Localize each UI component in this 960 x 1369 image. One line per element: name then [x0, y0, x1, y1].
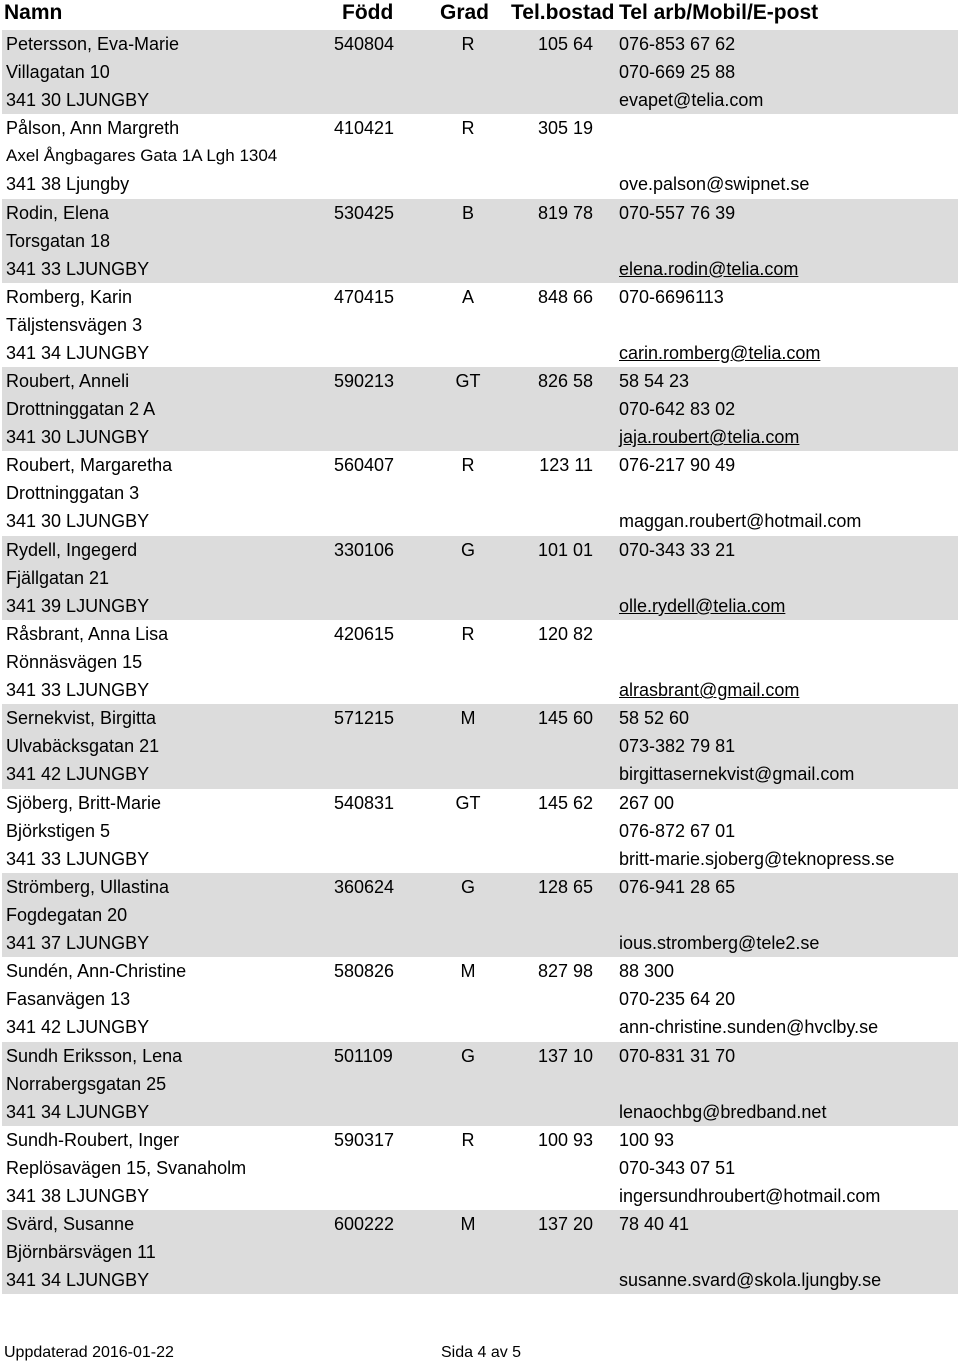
member-contact-1: 58 54 23 — [619, 371, 690, 392]
member-born: 330106 — [334, 539, 395, 560]
member-name: Sjöberg, Britt-Marie — [6, 792, 162, 813]
member-grade: GT — [455, 371, 481, 392]
header-contact: Tel arb/Mobil/E-post — [619, 1, 819, 24]
member-contact-2: 070-343 07 51 — [619, 1157, 736, 1178]
member-born: 410421 — [334, 118, 395, 139]
member-grade: R — [461, 455, 475, 476]
member-contact-1: 267 00 — [619, 792, 675, 813]
table-row — [2, 704, 958, 788]
table-row — [2, 957, 958, 1041]
member-born: 540804 — [334, 34, 395, 54]
member-born: 571215 — [334, 708, 395, 729]
member-email-link[interactable]: olle.rydell@telia.com — [619, 595, 786, 616]
member-tel-home: 137 10 — [537, 1045, 593, 1066]
member-tel-home: 826 58 — [537, 371, 593, 392]
member-email: susanne.svard@skola.ljungby.se — [619, 1270, 882, 1291]
member-city: 341 42 LJUNGBY — [6, 764, 150, 785]
member-city: 341 42 LJUNGBY — [6, 1017, 150, 1038]
table-row — [2, 873, 958, 957]
member-born: 590213 — [334, 371, 395, 392]
member-tel-home: 105 64 — [537, 34, 593, 54]
table-row — [2, 536, 958, 620]
member-grade: G — [460, 539, 475, 560]
member-city: 341 38 Ljungby — [6, 174, 130, 195]
member-contact-1: 076-853 67 62 — [619, 34, 736, 54]
member-street: Drottninggatan 3 — [6, 483, 140, 504]
member-city: 341 33 LJUNGBY — [6, 258, 150, 279]
member-name: Roubert, Margaretha — [6, 455, 173, 476]
member-tel-home: 101 01 — [537, 539, 593, 560]
member-street: Ulvabäcksgatan 21 — [6, 736, 160, 757]
table-row — [2, 367, 958, 451]
member-contact-1: 78 40 41 — [619, 1214, 690, 1235]
member-grade: R — [461, 118, 475, 139]
member-city: 341 30 LJUNGBY — [6, 511, 150, 532]
member-tel-home: 305 19 — [537, 118, 593, 139]
member-born: 420615 — [334, 624, 395, 645]
member-city: 341 33 LJUNGBY — [6, 680, 150, 701]
member-grade: M — [460, 708, 476, 729]
member-contact-1: 88 300 — [619, 961, 675, 982]
member-name: Petersson, Eva-Marie — [6, 34, 180, 54]
member-email-link[interactable]: alrasbrant@gmail.com — [619, 680, 800, 701]
member-born: 530425 — [334, 202, 395, 223]
member-email: maggan.roubert@hotmail.com — [619, 511, 862, 532]
member-grade: B — [461, 202, 474, 223]
member-email: ann-christine.sunden@hvclby.se — [619, 1017, 879, 1038]
member-city: 341 39 LJUNGBY — [6, 595, 150, 616]
member-grade: R — [461, 624, 475, 645]
member-email: ingersundhroubert@hotmail.com — [619, 1185, 881, 1206]
member-grade: G — [460, 876, 475, 897]
member-grade: GT — [455, 792, 481, 813]
member-street: Fogdegatan 20 — [6, 904, 128, 925]
member-tel-home: 137 20 — [537, 1214, 593, 1235]
member-born: 600222 — [334, 1214, 395, 1235]
member-city: 341 34 LJUNGBY — [6, 1270, 150, 1291]
member-grade: M — [460, 961, 476, 982]
member-tel-home: 123 11 — [539, 455, 593, 476]
member-grade: R — [461, 34, 475, 54]
member-born: 590317 — [334, 1129, 395, 1150]
header-grade: Grad — [440, 1, 490, 24]
table-row — [2, 620, 958, 704]
member-tel-home: 120 82 — [537, 624, 593, 645]
table-header — [0, 0, 960, 28]
member-born: 560407 — [334, 455, 395, 476]
member-contact-1: 070-343 33 21 — [619, 539, 736, 560]
member-contact-1: 100 93 — [619, 1129, 675, 1150]
member-street: Replösavägen 15, Svanaholm — [6, 1157, 247, 1178]
member-street: Täljstensvägen 3 — [6, 314, 143, 335]
member-street: Rönnäsvägen 15 — [6, 652, 143, 673]
member-street: Torsgatan 18 — [6, 230, 111, 251]
member-email: lenaochbg@bredband.net — [619, 1101, 827, 1122]
member-contact-2: 073-382 79 81 — [619, 736, 736, 757]
member-street: Norrabergsgatan 25 — [6, 1073, 167, 1094]
member-list — [0, 30, 960, 1294]
member-tel-home: 128 65 — [537, 876, 593, 897]
member-email-link[interactable]: jaja.roubert@telia.com — [619, 427, 800, 448]
member-email-link[interactable]: elena.rodin@telia.com — [619, 258, 799, 279]
member-contact-2: 070-669 25 88 — [619, 62, 736, 82]
member-email: evapet@telia.com — [619, 90, 764, 110]
member-email: ove.palson@swipnet.se — [619, 174, 810, 195]
member-name: Sundh Eriksson, Lena — [6, 1045, 183, 1066]
member-email: ious.stromberg@tele2.se — [619, 932, 820, 953]
member-email: britt-marie.sjoberg@teknopress.se — [619, 848, 895, 869]
footer-updated: Uppdaterad 2016-01-22 — [4, 1344, 174, 1361]
member-name: Svärd, Susanne — [6, 1214, 135, 1235]
member-name: Pålson, Ann Margreth — [6, 118, 180, 139]
table-row — [2, 1042, 958, 1126]
member-name: Rydell, Ingegerd — [6, 539, 138, 560]
member-tel-home: 100 93 — [537, 1129, 593, 1150]
member-contact-1: 070-831 31 70 — [619, 1045, 736, 1066]
member-name: Roubert, Anneli — [6, 371, 130, 392]
member-city: 341 34 LJUNGBY — [6, 1101, 150, 1122]
member-contact-1: 070-557 76 39 — [619, 202, 736, 223]
member-tel-home: 145 60 — [537, 708, 593, 729]
member-tel-home: 827 98 — [537, 961, 593, 982]
member-tel-home: 819 78 — [537, 202, 593, 223]
member-name: Sundén, Ann-Christine — [6, 961, 187, 982]
member-name: Sundh-Roubert, Inger — [6, 1129, 180, 1150]
member-grade: R — [461, 1129, 475, 1150]
member-city: 341 37 LJUNGBY — [6, 932, 150, 953]
member-contact-1: 070-6696113 — [619, 286, 724, 307]
member-city: 341 33 LJUNGBY — [6, 848, 150, 869]
member-grade: G — [460, 1045, 475, 1066]
member-name: Rodin, Elena — [6, 202, 110, 223]
member-contact-1: 58 52 60 — [619, 708, 690, 729]
member-tel-home: 848 66 — [537, 286, 593, 307]
header-name: Namn — [4, 1, 63, 24]
member-street: Axel Ångbagares Gata 1A Lgh 1304 — [6, 146, 278, 166]
member-city: 341 38 LJUNGBY — [6, 1185, 150, 1206]
member-contact-2: 070-642 83 02 — [619, 399, 736, 420]
member-name: Sernekvist, Birgitta — [6, 708, 157, 729]
member-name: Strömberg, Ullastina — [6, 876, 170, 897]
member-born: 501109 — [334, 1045, 393, 1066]
member-city: 341 30 LJUNGBY — [6, 427, 150, 448]
member-born: 540831 — [334, 792, 395, 813]
table-row — [2, 283, 958, 367]
member-contact-1: 076-217 90 49 — [619, 455, 736, 476]
table-row — [2, 1210, 958, 1294]
member-contact-1: 076-941 28 65 — [619, 876, 736, 897]
header-tel-home: Tel.bostad — [511, 1, 615, 24]
footer-page: Sida 4 av 5 — [441, 1344, 522, 1361]
table-row — [2, 30, 958, 114]
member-grade: M — [460, 1214, 476, 1235]
table-row — [2, 451, 958, 535]
member-city: 341 30 LJUNGBY — [6, 90, 150, 110]
member-contact-2: 070-235 64 20 — [619, 989, 736, 1010]
member-tel-home: 145 62 — [537, 792, 593, 813]
member-city: 341 34 LJUNGBY — [6, 342, 150, 363]
member-street: Fasanvägen 13 — [6, 989, 131, 1010]
member-email: birgittasernekvist@gmail.com — [619, 764, 855, 785]
member-name: Romberg, Karin — [6, 286, 133, 307]
member-born: 470415 — [334, 286, 395, 307]
member-born: 360624 — [334, 876, 395, 897]
member-street: Fjällgatan 21 — [6, 567, 110, 588]
member-name: Råsbrant, Anna Lisa — [6, 624, 169, 645]
table-row — [2, 1126, 958, 1210]
table-row — [2, 114, 958, 198]
member-street: Villagatan 10 — [6, 62, 110, 82]
member-grade: A — [461, 286, 474, 307]
table-row — [2, 199, 958, 283]
member-born: 580826 — [334, 961, 395, 982]
table-row — [2, 789, 958, 873]
member-street: Björnbärsvägen 11 — [6, 1242, 156, 1263]
member-contact-2: 076-872 67 01 — [619, 820, 736, 841]
member-email-link[interactable]: carin.romberg@telia.com — [619, 342, 821, 363]
header-born: Född — [342, 1, 394, 24]
member-street: Drottninggatan 2 A — [6, 399, 156, 420]
member-street: Björkstigen 5 — [6, 820, 111, 841]
